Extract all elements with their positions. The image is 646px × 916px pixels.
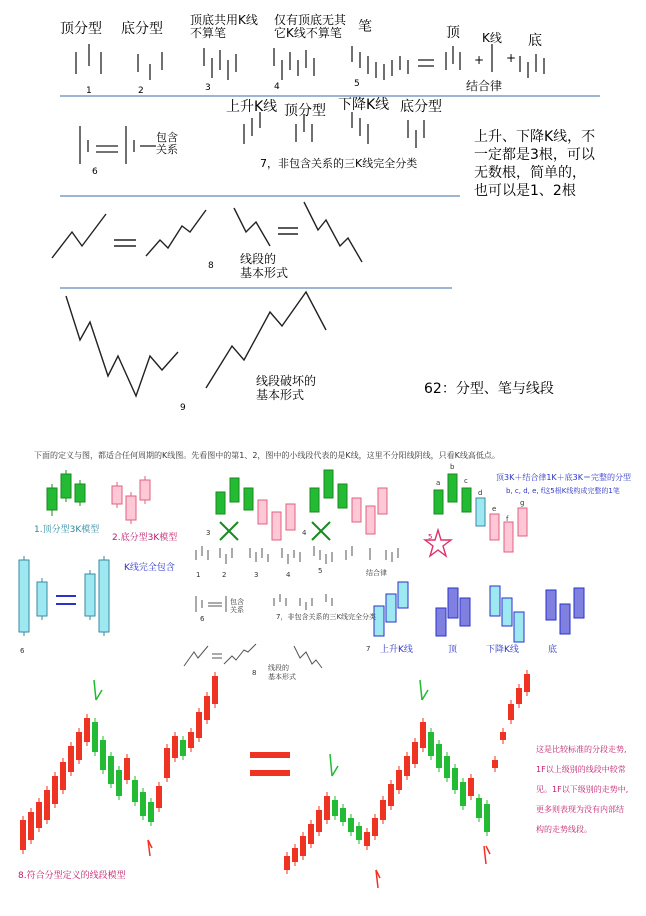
candle-body [404,756,410,776]
pivot-marker [486,846,490,854]
candle-body [508,704,514,720]
label-plus-2: + [506,51,517,65]
candle-body [148,802,154,822]
num-6-bottom: 6 [20,647,25,655]
label-inclusion: 包含 关系 [156,131,178,156]
include-label: K线完全包含 [124,563,175,573]
label-stroke: 笔 [358,19,372,35]
pivot-marker [420,680,422,700]
label-shared-k: 顶底共用K线 不算笔 [190,13,258,40]
cap-bottom-fractal-model: 2.底分型3K模型 [112,533,178,543]
num-1: 1 [86,86,92,96]
label-rising-k: 上升K线 [226,99,278,115]
candle-body [348,818,354,832]
num-8: 8 [208,261,214,271]
num-9: 9 [180,403,186,413]
num-7-bottom: 7 [366,645,371,653]
candle-body [364,832,370,846]
label-top-fractal-2: 顶分型 [284,103,326,119]
candle-body [412,742,418,764]
s-num-1: 1 [196,571,201,579]
note-rising-falling: 上升、下降K线，不 一定都是3根，可以 无数根，简单的， 也可以是1、2根 [474,129,596,199]
candle-body [332,800,338,816]
candle-body [28,812,34,840]
label-bottom-fractal: 底分型 [121,21,163,37]
candle-body [60,762,66,790]
s-combine: 结合律 [366,569,387,577]
cap-4: 4 [302,529,307,537]
lbl-g: g [520,499,525,507]
label-bottom: 底 [548,645,558,655]
rule-line-1: 顶3K＋结合律1K＋底3K＝完整的分型 [496,473,632,482]
rule-line-2: b, c, d, e, f这5根K线构成完整的1笔 [506,487,620,495]
candle-body [500,732,506,740]
s-num-4: 4 [286,571,291,579]
candle-body [324,796,330,820]
candle-body [204,696,210,720]
s-include: 包含 关系 [230,598,244,614]
candle-body [476,798,482,818]
label-top-fractal: 顶分型 [60,21,102,37]
candle-body [436,744,442,768]
cap-5: 5 [428,533,433,541]
equals-bar [250,770,290,776]
candle-body [316,810,322,832]
label-bottom-fractal-2: 底分型 [400,99,442,115]
candle-body [292,848,298,862]
intro-text: 下面的定义与图，都适合任何周期的K线图。先看图中的第1、2，图中的小线段代表的是K线，这里不分阳线阴线，只看K线高低点。 [34,451,500,460]
lbl-f: f [506,515,509,523]
label-kline: K线 [482,31,502,45]
candle-body [140,792,146,816]
lbl-b: b [450,463,455,471]
lbl-a: a [436,479,441,487]
cap-segment-model: 8.符合分型定义的线段模型 [18,871,126,881]
pivot-marker [94,680,96,700]
label-combine-rule: 结合律 [466,79,503,93]
label-falling: 下降K线 [486,645,519,655]
s-segment: 线段的 基本形式 [268,664,296,681]
cap-3: 3 [206,529,211,537]
candle-body [132,780,138,802]
candle-body [308,824,314,844]
candle-body [68,746,74,772]
num-5: 5 [354,79,360,89]
candle-body [188,732,194,748]
label-plus-1: + [474,53,485,67]
candle-body [460,782,466,806]
candle-body [52,776,58,804]
candle-body [484,804,490,832]
candle-body [108,756,114,784]
label-top: 顶 [448,645,458,655]
s-num-8: 8 [252,669,257,677]
num-3: 3 [205,83,211,93]
lbl-d: d [478,489,483,497]
lbl-e: e [492,505,497,513]
candle-body [172,736,178,758]
candle-body [372,818,378,836]
num-2: 2 [138,86,144,96]
pivot-marker [422,690,428,700]
label-segment-basic: 线段的 基本形式 [240,252,289,280]
lbl-c: c [464,477,468,485]
num-4: 4 [274,82,280,92]
candle-body [388,784,394,806]
candle-body [492,760,498,768]
candle-body [420,722,426,748]
pivot-marker [332,766,338,776]
candle-body [180,740,186,756]
lesson-title: 62：分型、笔与线段 [424,381,554,397]
pivot-marker [484,846,486,864]
label-falling-k: 下降K线 [338,97,390,113]
s-num-3: 3 [254,571,259,579]
candle-body [396,770,402,790]
label-peak: 顶 [446,25,460,41]
candle-body [156,786,162,808]
label-classify: 7，非包含关系的三K线完全分类 [260,157,418,170]
candle-body [284,856,290,870]
label-segment-break: 线段破坏的 基本形式 [256,374,317,402]
candle-body [92,722,98,752]
candle-body [36,802,42,828]
candle-body [212,676,218,704]
candle-body [356,826,362,840]
candle-body [124,758,130,780]
candle-body [516,688,522,704]
candle-body [20,820,26,850]
cap-top-fractal-model: 1.顶分型3K模型 [34,525,100,535]
candle-body [452,768,458,790]
side-note: 这是比较标准的分段走势, 1F以上级别的线段中较常 见。1F以下级别的走势中, 更多则表现为没有内部结 构的走势线段。 [536,745,629,834]
candle-body [444,756,450,778]
candle-body [100,740,106,770]
candle-body [164,748,170,778]
candle-body [380,800,386,820]
candle-body [524,674,530,692]
s-num-2: 2 [222,571,227,579]
candle-body [428,732,434,756]
candle-body [468,778,474,796]
candle-body [44,790,50,820]
candle-body [300,836,306,856]
s-classify: 7，非包含关系的三K线完全分类 [276,613,377,621]
candle-body [340,808,346,822]
num-6: 6 [92,167,98,177]
equals-bar [250,752,290,758]
s-num-6: 6 [200,615,205,623]
candle-body [116,770,122,796]
pivot-marker [330,754,332,776]
s-num-5: 5 [318,567,323,575]
label-trough: 底 [528,33,542,49]
candle-body [196,712,202,738]
candle-body [84,718,90,742]
label-rising: 上升K线 [380,645,413,655]
label-only-top-bottom: 仅有顶底无其 它K线不算笔 [274,13,347,40]
pivot-marker [96,690,102,700]
candle-body [76,732,82,760]
